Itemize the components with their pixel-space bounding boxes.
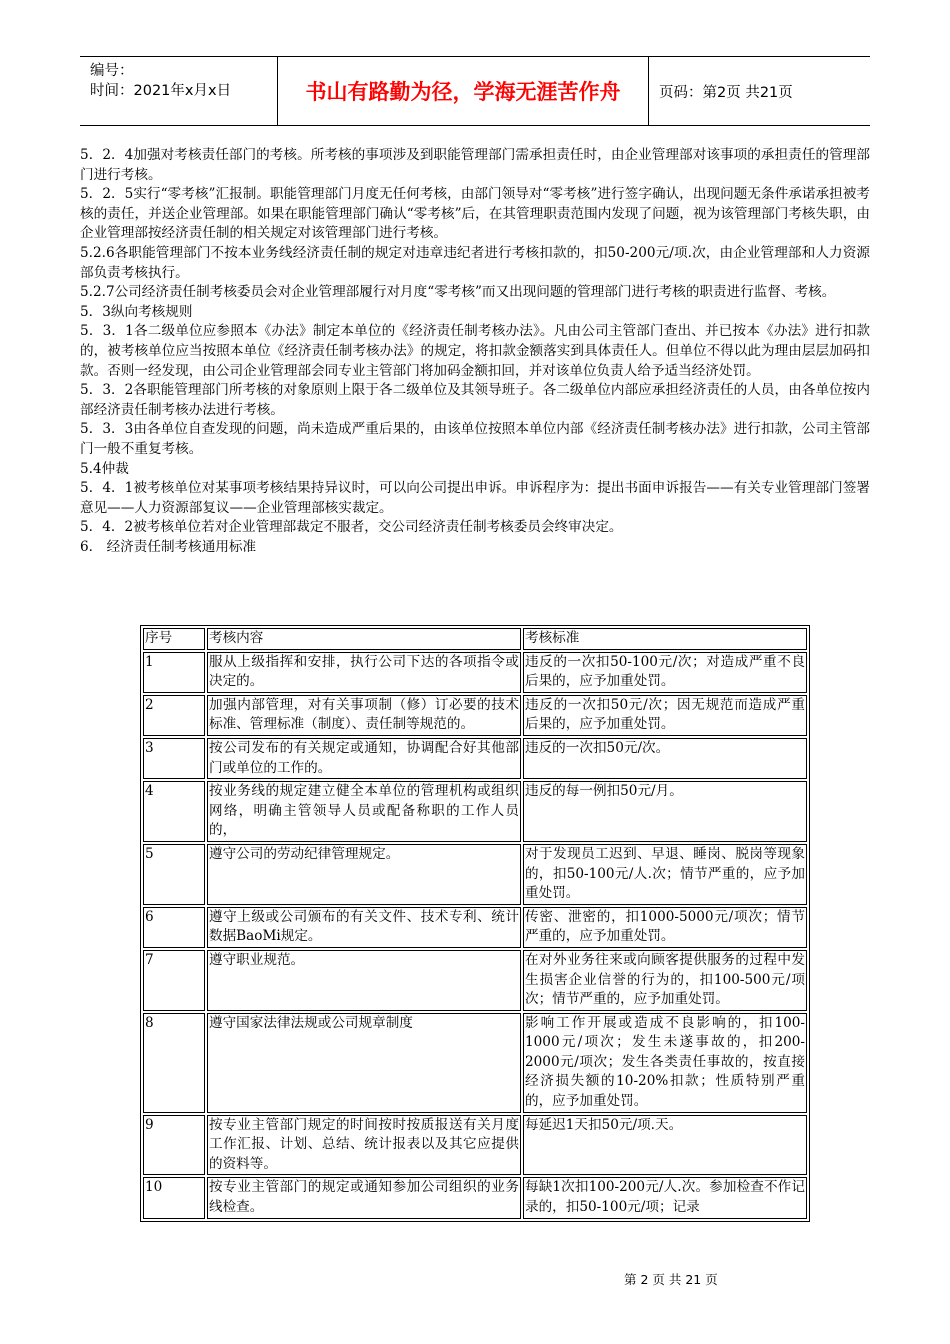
cell-index: 2: [143, 695, 205, 736]
header-standard: 考核标准: [523, 628, 807, 650]
standards-table-wrapper: [140, 625, 810, 1222]
header-page-info: 页码：第2页 共21页: [659, 84, 793, 101]
cell-standard: 违反的一次扣50元/次；因无规范而造成严重后果的，应予加重处罚。: [523, 695, 807, 736]
cell-index: 4: [143, 781, 205, 842]
paragraph: 5.2.7公司经济责任制考核委员会对企业管理部履行对月度“零考核”而又出现问题的管理部门进行考核的职责进行监督、考核。: [80, 284, 836, 301]
cell-content: 服从上级指挥和安排，执行公司下达的各项指令或决定的。: [207, 652, 521, 693]
cell-index: 6: [143, 907, 205, 948]
cell-index: 8: [143, 1013, 205, 1113]
cell-content: 遵守国家法律法规或公司规章制度: [207, 1013, 521, 1113]
cell-standard: 违反的每一例扣50元/月。: [523, 781, 807, 842]
cell-content: 按专业主管部门规定的时间按时按质报送有关月度工作汇报、计划、总结、统计报表以及其它应提供的资料等。: [207, 1115, 521, 1176]
table-row: [143, 1013, 807, 1113]
cell-standard: 影响工作开展或造成不良影响的，扣100-1000元/项次；发生未遂事故的，扣200-2000元/项次；发生各类责任事故的，按直接经济损失额的10-20%扣款；性质特别严重的，应予加重处罚。: [523, 1013, 807, 1113]
cell-standard: 每延迟1天扣50元/项.天。: [523, 1115, 807, 1176]
code-label: 编号：: [90, 63, 134, 79]
cell-standard: 对于发现员工迟到、早退、睡岗、脱岗等现象的，扣50-100元/人.次；情节严重的，应予加重处罚。: [523, 844, 807, 905]
cell-index: 3: [143, 738, 205, 779]
table-row: [143, 695, 807, 736]
section-heading: 5.4仲裁: [80, 460, 129, 477]
paragraph: 5．4．1被考核单位对某事项考核结果持异议时，可以向公司提出申诉。申诉程序为：提出书面申诉报告——有关专业管理部门签署意见——人力资源部复议——企业管理部核实裁定。: [80, 480, 870, 516]
section-heading: 5．3纵向考核规则: [80, 303, 193, 320]
cell-standard: 违反的一次扣50-100元/次；对造成严重不良后果的，应予加重处罚。: [523, 652, 807, 693]
page-footer: 第 2 页 共 21 页: [624, 1272, 718, 1287]
paragraph: 5．2．4加强对考核责任部门的考核。所考核的事项涉及到职能管理部门需承担责任时，由企业管理部对该事项的承担责任的管理部门进行考核。: [80, 147, 870, 183]
header-meta: [80, 57, 278, 125]
table-row: [143, 1115, 807, 1176]
table-row: [143, 1177, 807, 1218]
cell-content: 按业务线的规定建立健全本单位的管理机构或组织网络，明确主管领导人员或配备称职的工作人员的，: [207, 781, 521, 842]
header-content: 考核内容: [207, 628, 521, 650]
paragraph: 5.2.6各职能管理部门不按本业务线经济责任制的规定对违章违纪者进行考核扣款的，扣50-200元/项.次，由企业管理部和人力资源部负责考核执行。: [80, 244, 870, 281]
paragraph: 5．2．5实行“零考核”汇报制。职能管理部门月度无任何考核，由部门领导对“零考核”进行签字确认，出现问题无条件承诺承担被考核的责任，并送企业管理部。如果在职能管理部门确认“零考核”后，在其管理职责范围内发现了问题，视为该管理部门考核失职，由企业管理部按经济责任制的相关规定对该管理部门进行考核。: [80, 186, 870, 242]
header-index: 序号: [143, 628, 205, 650]
paragraph: 5．4．2被考核单位若对企业管理部裁定不服者，交公司经济责任制考核委员会终审决定。: [80, 519, 623, 536]
header-motto: 书山有路勤为径，学海无涯苦作舟: [278, 57, 649, 125]
table-row: [143, 844, 807, 905]
cell-index: 1: [143, 652, 205, 693]
cell-standard: 在对外业务往来或向顾客提供服务的过程中发生损害企业信誉的行为的，扣100-500元/项次；情节严重的，应予加重处罚。: [523, 950, 807, 1011]
cell-content: 遵守职业规范。: [207, 950, 521, 1011]
cell-standard: 违反的一次扣50元/次。: [523, 738, 807, 779]
cell-content: 按公司发布的有关规定或通知，协调配合好其他部门或单位的工作的。: [207, 738, 521, 779]
document-body: [80, 146, 870, 557]
cell-index: 10: [143, 1177, 205, 1218]
cell-index: 7: [143, 950, 205, 1011]
table-row: [143, 907, 807, 948]
cell-standard: 每缺1次扣100-200元/人.次。参加检查不作记录的，扣50-100元/项；记录: [523, 1177, 807, 1218]
standards-table: [140, 625, 810, 1222]
cell-index: 9: [143, 1115, 205, 1176]
table-row: [143, 781, 807, 842]
table-header-row: [143, 628, 807, 650]
table-row: [143, 738, 807, 779]
cell-index: 5: [143, 844, 205, 905]
paragraph: 5．3．3由各单位自查发现的问题，尚未造成严重后果的，由该单位按照本单位内部《经济责任制考核办法》进行扣款，公司主管部门一般不重复考核。: [80, 421, 870, 457]
paragraph: 5．3．1各二级单位应参照本《办法》制定本单位的《经济责任制考核办法》。凡由公司主管部门查出、并已按本《办法》进行扣款的，被考核单位应当按照本单位《经济责任制考核办法》的规定，将扣款金额落实到具体责任人。但单位不得以此为理由层层加码扣款。否则一经发现，由公司企业管理部会同专业主管部门将加码金额扣回，并对该单位负责人给予适当经济处罚。: [80, 323, 870, 379]
time-label: 时间：2021年x月x日: [90, 83, 232, 99]
page-header: [80, 56, 870, 126]
cell-content: 加强内部管理，对有关事项制（修）订必要的技术标准、管理标准（制度）、责任制等规范的。: [207, 695, 521, 736]
cell-content: 遵守上级或公司颁布的有关文件、技术专利、统计数据BaoMi规定。: [207, 907, 521, 948]
cell-content: 按专业主管部门的规定或通知参加公司组织的业务线检查。: [207, 1177, 521, 1218]
table-row: [143, 950, 807, 1011]
cell-standard: 传密、泄密的，扣1000-5000元/项次；情节严重的，应予加重处罚。: [523, 907, 807, 948]
table-row: [143, 652, 807, 693]
paragraph: 5．3．2各职能管理部门所考核的对象原则上限于各二级单位及其领导班子。各二级单位内部应承担经济责任的人员，由各单位按内部经济责任制考核办法进行考核。: [80, 382, 870, 418]
cell-content: 遵守公司的劳动纪律管理规定。: [207, 844, 521, 905]
section-heading: 6． 经济责任制考核通用标准: [80, 538, 257, 555]
